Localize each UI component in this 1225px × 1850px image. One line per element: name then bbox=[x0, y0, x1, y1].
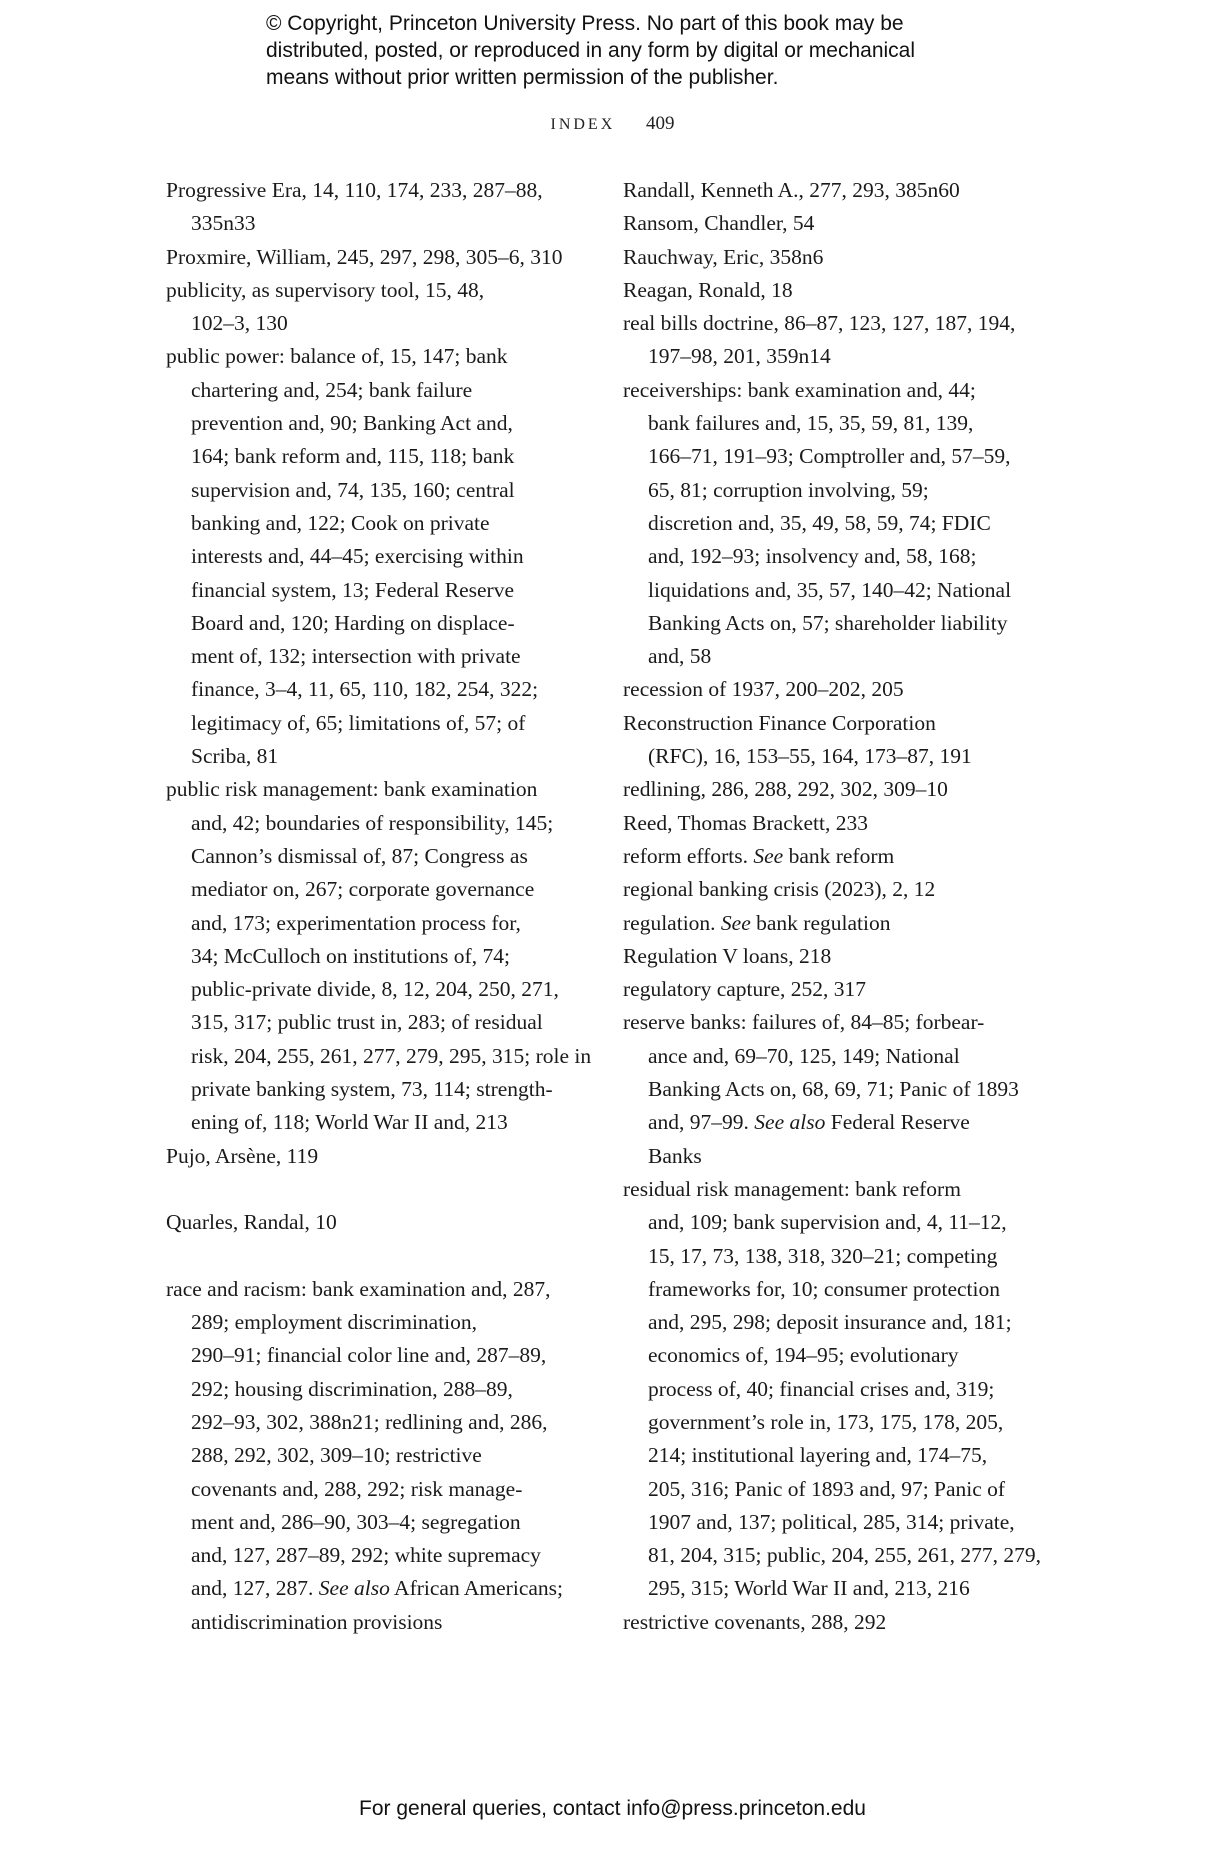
entry-continuation-line: 292–93, 302, 388n21; redlining and, 286, bbox=[191, 1409, 548, 1434]
index-entry bbox=[623, 807, 1041, 840]
entry-text: bank regulation bbox=[750, 910, 891, 935]
entry-heading-line: Regulation V loans, 218 bbox=[623, 943, 832, 968]
entry-continuation-line: Scriba, 81 bbox=[191, 744, 279, 769]
index-entry bbox=[166, 241, 591, 274]
entry-heading-line: public risk management: bank examination bbox=[166, 777, 538, 802]
entry-continuation-line: mediator on, 267; corporate governance bbox=[191, 877, 535, 902]
entry-heading-line: reserve banks: failures of, 84–85; forbear- bbox=[623, 1010, 985, 1035]
entry-continuation-line: 166–71, 191–93; Comptroller and, 57–59, bbox=[648, 444, 1011, 469]
entry-heading-line: Reagan, Ronald, 18 bbox=[623, 277, 793, 302]
entry-heading-line: Pujo, Arsène, 119 bbox=[166, 1143, 319, 1168]
entry-continuation-line: banking and, 122; Cook on private bbox=[191, 510, 490, 535]
index-entry bbox=[166, 174, 591, 241]
entry-continuation-line: frameworks for, 10; consumer protection bbox=[648, 1276, 1000, 1301]
entry-continuation-line bbox=[166, 1572, 591, 1605]
entry-continuation-line: 290–91; financial color line and, 287–89, bbox=[191, 1343, 547, 1368]
entry-continuation-line: ment of, 132; intersection with private bbox=[191, 644, 521, 669]
entry-heading-line: receiverships: bank examination and, 44; bbox=[623, 377, 976, 402]
entry-text: and, 127, 287. bbox=[191, 1576, 319, 1601]
entry-continuation-line: private banking system, 73, 114; strength- bbox=[191, 1077, 553, 1102]
entry-continuation-line: (RFC), 16, 153–55, 164, 173–87, 191 bbox=[648, 744, 972, 769]
entry-continuation-line: 15, 17, 73, 138, 318, 320–21; competing bbox=[648, 1243, 998, 1268]
entry-continuation-line: 288, 292, 302, 309–10; restrictive bbox=[191, 1443, 482, 1468]
entry-continuation-line: legitimacy of, 65; limitations of, 57; of bbox=[191, 710, 526, 735]
index-entry bbox=[623, 207, 1041, 240]
entry-continuation-line: finance, 3–4, 11, 65, 110, 182, 254, 322; bbox=[191, 677, 539, 702]
index-entry bbox=[623, 307, 1041, 374]
index-entry bbox=[623, 973, 1041, 1006]
index-column-right bbox=[623, 174, 1041, 1639]
entry-continuation-line: Board and, 120; Harding on displace- bbox=[191, 610, 515, 635]
entry-continuation-line: 164; bank reform and, 115, 118; bank bbox=[191, 444, 515, 469]
index-entry bbox=[623, 673, 1041, 706]
entry-continuation-line: and, 42; boundaries of responsibility, 145; bbox=[191, 810, 554, 835]
index-column-left bbox=[166, 174, 591, 1639]
running-head bbox=[0, 113, 1225, 135]
entry-continuation-line: 289; employment discrimination, bbox=[191, 1310, 478, 1335]
entry-heading-line: Reed, Thomas Brackett, 233 bbox=[623, 810, 869, 835]
index-entry bbox=[623, 707, 1041, 774]
entry-heading-line: residual risk management: bank reform bbox=[623, 1176, 961, 1201]
cross-reference-label: See also bbox=[754, 1110, 826, 1135]
entry-continuation-line: Banking Acts on, 57; shareholder liability bbox=[648, 610, 1008, 635]
entry-continuation-line: 102–3, 130 bbox=[191, 311, 288, 336]
entry-continuation-line: chartering and, 254; bank failure bbox=[191, 377, 473, 402]
index-entry bbox=[166, 340, 591, 773]
index-entry bbox=[623, 1606, 1041, 1639]
entry-continuation-line: and, 192–93; insolvency and, 58, 168; bbox=[648, 544, 977, 569]
index-entry bbox=[623, 374, 1041, 674]
entry-continuation-line: and, 109; bank supervision and, 4, 11–12, bbox=[648, 1210, 1007, 1235]
entry-continuation-line: supervision and, 74, 135, 160; central bbox=[191, 477, 515, 502]
entry-continuation-line: 292; housing discrimination, 288–89, bbox=[191, 1376, 513, 1401]
entry-continuation-line: and, 295, 298; deposit insurance and, 181; bbox=[648, 1310, 1012, 1335]
entry-continuation-line: ment and, 286–90, 303–4; segregation bbox=[191, 1509, 521, 1534]
entry-heading-line bbox=[623, 840, 1041, 873]
entry-text: bank reform bbox=[783, 843, 895, 868]
entry-text: and, 97–99. bbox=[648, 1110, 755, 1135]
entry-continuation-line: antidiscrimination provisions bbox=[191, 1609, 443, 1634]
index-entry bbox=[623, 940, 1041, 973]
entry-heading-line: race and racism: bank examination and, 287, bbox=[166, 1276, 551, 1301]
index-entry bbox=[623, 873, 1041, 906]
index-entry bbox=[623, 1006, 1041, 1172]
entry-continuation-line: Banks bbox=[648, 1143, 702, 1168]
entry-heading-line: real bills doctrine, 86–87, 123, 127, 187, 194, bbox=[623, 311, 1016, 336]
entry-continuation-line: public-private divide, 8, 12, 204, 250, 271, bbox=[191, 977, 559, 1002]
index-entry bbox=[166, 1206, 591, 1239]
entry-text: African Americans; bbox=[389, 1576, 563, 1601]
index-entry bbox=[623, 241, 1041, 274]
entry-continuation-line: bank failures and, 15, 35, 59, 81, 139, bbox=[648, 411, 974, 436]
entry-continuation-line: 214; institutional layering and, 174–75, bbox=[648, 1443, 988, 1468]
letter-group-gap bbox=[166, 1173, 591, 1206]
letter-group-gap bbox=[166, 1240, 591, 1273]
cross-reference-label: See also bbox=[318, 1576, 390, 1601]
copyright-notice bbox=[266, 10, 915, 91]
entry-continuation-line: 295, 315; World War II and, 213, 216 bbox=[648, 1576, 970, 1601]
index-entry bbox=[623, 773, 1041, 806]
entry-heading-line bbox=[623, 907, 1041, 940]
entry-continuation-line: economics of, 194–95; evolutionary bbox=[648, 1343, 959, 1368]
entry-text: reform efforts. bbox=[623, 843, 754, 868]
entry-continuation-line: financial system, 13; Federal Reserve bbox=[191, 577, 514, 602]
entry-continuation-line: 65, 81; corruption involving, 59; bbox=[648, 477, 929, 502]
entry-continuation-line: 205, 316; Panic of 1893 and, 97; Panic of bbox=[648, 1476, 1006, 1501]
entry-continuation-line: risk, 204, 255, 261, 277, 279, 295, 315; role in bbox=[191, 1043, 592, 1068]
entry-continuation-line: discretion and, 35, 49, 58, 59, 74; FDIC bbox=[648, 510, 991, 535]
copyright-line: means without prior written permission of the publisher. bbox=[266, 66, 779, 89]
entry-heading-line: restrictive covenants, 288, 292 bbox=[623, 1609, 887, 1634]
entry-heading-line: Rauchway, Eric, 358n6 bbox=[623, 244, 824, 269]
index-entry bbox=[623, 907, 1041, 940]
entry-continuation-line: covenants and, 288, 292; risk manage- bbox=[191, 1476, 523, 1501]
entry-continuation-line: and, 58 bbox=[648, 644, 712, 669]
entry-heading-line: Progressive Era, 14, 110, 174, 233, 287–88, bbox=[166, 178, 543, 202]
entry-continuation-line bbox=[623, 1106, 1041, 1139]
entry-continuation-line: prevention and, 90; Banking Act and, bbox=[191, 411, 513, 436]
copyright-line: © Copyright, Princeton University Press. No part of this book may be bbox=[266, 12, 904, 35]
entry-continuation-line: Cannon’s dismissal of, 87; Congress as bbox=[191, 843, 528, 868]
cross-reference-label: See bbox=[720, 910, 751, 935]
cross-reference-label: See bbox=[753, 843, 784, 868]
index-entry bbox=[623, 174, 1041, 207]
index-entry bbox=[166, 1273, 591, 1639]
index-entry bbox=[166, 773, 591, 1139]
entry-continuation-line: Banking Acts on, 68, 69, 71; Panic of 1893 bbox=[648, 1077, 1019, 1102]
entry-heading-line: Ransom, Chandler, 54 bbox=[623, 211, 815, 236]
entry-heading-line: public power: balance of, 15, 147; bank bbox=[166, 344, 508, 369]
index-entry bbox=[623, 840, 1041, 873]
entry-heading-line: regulatory capture, 252, 317 bbox=[623, 977, 866, 1002]
entry-continuation-line: ening of, 118; World War II and, 213 bbox=[191, 1110, 508, 1135]
footer-contact: For general queries, contact info@press.princeton.edu bbox=[359, 1797, 866, 1820]
copyright-line: distributed, posted, or reproduced in any form by digital or mechanical bbox=[266, 39, 916, 62]
entry-continuation-line: 335n33 bbox=[191, 211, 256, 236]
entry-continuation-line: and, 173; experimentation process for, bbox=[191, 910, 521, 935]
index-entry bbox=[623, 1173, 1041, 1606]
index-entry bbox=[623, 274, 1041, 307]
entry-heading-line: Proxmire, William, 245, 297, 298, 305–6, 310 bbox=[166, 244, 563, 269]
entry-continuation-line: 34; McCulloch on institutions of, 74; bbox=[191, 943, 510, 968]
entry-heading-line: recession of 1937, 200–202, 205 bbox=[623, 677, 904, 702]
entry-heading-line: regional banking crisis (2023), 2, 12 bbox=[623, 877, 936, 902]
section-label: INDEX bbox=[550, 116, 616, 133]
entry-continuation-line: liquidations and, 35, 57, 140–42; National bbox=[648, 577, 1012, 602]
entry-heading-line: Reconstruction Finance Corporation bbox=[623, 710, 936, 735]
entry-heading-line: publicity, as supervisory tool, 15, 48, bbox=[166, 277, 485, 302]
entry-continuation-line: process of, 40; financial crises and, 319; bbox=[648, 1376, 995, 1401]
entry-continuation-line: 1907 and, 137; political, 285, 314; private, bbox=[648, 1509, 1015, 1534]
entry-text: Federal Reserve bbox=[825, 1110, 970, 1135]
entry-continuation-line: ance and, 69–70, 125, 149; National bbox=[648, 1043, 960, 1068]
index-entry bbox=[166, 1140, 591, 1173]
entry-text: regulation. bbox=[623, 910, 721, 935]
page-number: 409 bbox=[646, 113, 675, 134]
entry-continuation-line: 81, 204, 315; public, 204, 255, 261, 277, 279, bbox=[648, 1543, 1041, 1568]
entry-continuation-line: 315, 317; public trust in, 283; of residual bbox=[191, 1010, 543, 1035]
entry-continuation-line: and, 127, 287–89, 292; white supremacy bbox=[191, 1543, 541, 1568]
index-entry bbox=[166, 274, 591, 341]
entry-heading-line: Randall, Kenneth A., 277, 293, 385n60 bbox=[623, 178, 960, 202]
entry-continuation-line: 197–98, 201, 359n14 bbox=[648, 344, 831, 369]
entry-continuation-line: interests and, 44–45; exercising within bbox=[191, 544, 524, 569]
entry-heading-line: Quarles, Randal, 10 bbox=[166, 1210, 337, 1235]
entry-continuation-line: government’s role in, 173, 175, 178, 205, bbox=[648, 1409, 1004, 1434]
entry-heading-line: redlining, 286, 288, 292, 302, 309–10 bbox=[623, 777, 948, 802]
